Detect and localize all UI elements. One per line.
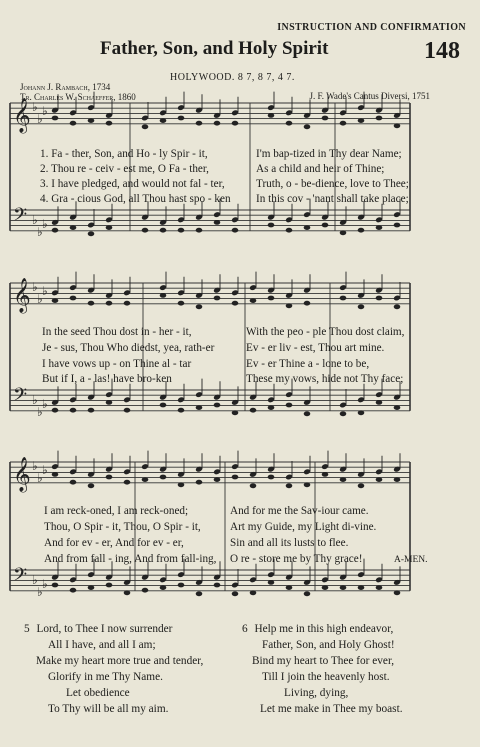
lyric-line: In this cov - 'nant shall take place; bbox=[256, 193, 409, 205]
lyric-line: I am reck-oned, I am reck-oned; bbox=[44, 505, 189, 517]
svg-text:♭: ♭ bbox=[32, 100, 38, 114]
hymn-number: 148 bbox=[424, 38, 460, 64]
lyric-line: But if I, a - las! have bro-ken bbox=[42, 373, 172, 385]
hymn-title: Father, Son, and Holy Spirit bbox=[100, 38, 329, 59]
lyric-line: 1. Fa - ther, Son, and Ho - ly Spir - it, bbox=[40, 148, 208, 160]
svg-text:♭: ♭ bbox=[37, 585, 43, 599]
author-credit: Johann J. Rambach, 1734 bbox=[20, 82, 111, 92]
stanza-line: Let obedience bbox=[66, 687, 130, 699]
lyric-line: With the peo - ple Thou dost claim, bbox=[246, 326, 405, 338]
stanza-line: Father, Son, and Holy Ghost! bbox=[262, 639, 395, 651]
lyric-line: I'm bap-tized in Thy dear Name; bbox=[256, 148, 402, 160]
stanza-line: Let me make in Thee my boast. bbox=[260, 703, 403, 715]
lyric-line: As a child and heir of Thine; bbox=[256, 163, 385, 175]
svg-text:♭: ♭ bbox=[42, 217, 48, 231]
stanza-number: 5 bbox=[24, 623, 30, 635]
lyric-line: Truth, o - be-dience, love to Thee; bbox=[256, 178, 409, 190]
svg-text:♭: ♭ bbox=[42, 104, 48, 118]
stanza-line: Lord, to Thee I now surrender bbox=[36, 623, 173, 635]
lyric-line: Ev - er liv - est, Thou art mine. bbox=[246, 342, 385, 354]
svg-text:♭: ♭ bbox=[32, 573, 38, 587]
svg-text:♭: ♭ bbox=[37, 471, 43, 485]
svg-text:♭: ♭ bbox=[37, 112, 43, 126]
lyric-line: And for ev - er, And for ev - er, bbox=[44, 537, 184, 549]
svg-text:♭: ♭ bbox=[32, 393, 38, 407]
lyric-line: Thou, O Spir - it, Thou, O Spir - it, bbox=[44, 521, 201, 533]
stanza-number: 6 bbox=[242, 623, 248, 635]
svg-text:♭: ♭ bbox=[42, 397, 48, 411]
stanza-line: Bind my heart to Thee for ever, bbox=[252, 655, 395, 667]
stanza-line: All I have, and all I am; bbox=[48, 639, 156, 651]
lyric-line: Art my Guide, my Light di-vine. bbox=[230, 521, 377, 533]
lyric-line: 3. I have pledged, and would not fal - ter, bbox=[40, 178, 225, 190]
svg-text:♭: ♭ bbox=[37, 405, 43, 419]
svg-text:𝄞: 𝄞 bbox=[13, 98, 31, 133]
stanza-line: To Thy will be all my aim. bbox=[48, 703, 169, 715]
svg-text:♭: ♭ bbox=[32, 280, 38, 294]
lyric-line: Ev - er Thine a - lone to be, bbox=[246, 358, 370, 370]
lyric-line: Sin and all its lusts to flee. bbox=[230, 537, 349, 549]
svg-text:♭: ♭ bbox=[37, 292, 43, 306]
svg-text:𝄢: 𝄢 bbox=[13, 205, 28, 230]
tune-name: HOLYWOOD. 8 7, 8 7, 4 7. bbox=[170, 72, 295, 83]
svg-text:♭: ♭ bbox=[42, 284, 48, 298]
stanza-6 bbox=[242, 621, 403, 717]
amen-label: A-MEN. bbox=[394, 555, 428, 565]
section-heading: INSTRUCTION AND CONFIRMATION bbox=[277, 22, 466, 33]
lyric-line: In the seed Thou dost in - her - it, bbox=[42, 326, 192, 338]
lyric-line: 2. Thou re - ceiv - est me, O Fa - ther, bbox=[40, 163, 209, 175]
svg-text:♭: ♭ bbox=[42, 577, 48, 591]
translator-credit: Tr. Charles W. Schaeffer, 1860 bbox=[20, 92, 136, 102]
svg-text:𝄞: 𝄞 bbox=[13, 457, 31, 492]
svg-text:𝄢: 𝄢 bbox=[13, 565, 28, 590]
stanza-line: Make my heart more true and tender, bbox=[36, 655, 204, 667]
composer-credit: J. F. Wade's Cantus Diversi, 1751 bbox=[309, 91, 430, 101]
svg-text:♭: ♭ bbox=[42, 463, 48, 477]
svg-text:♭: ♭ bbox=[32, 459, 38, 473]
svg-text:♭: ♭ bbox=[32, 213, 38, 227]
lyric-line: And for me the Sav-iour came. bbox=[230, 505, 369, 517]
lyric-line: Je - sus, Thou Who diedst, yea, rath-er bbox=[42, 342, 215, 354]
lyric-line: And from fall - ing, And from fall-ing, bbox=[44, 553, 217, 565]
stanza-line: Glorify in me Thy Name. bbox=[48, 671, 163, 683]
lyric-line: O re - store me by Thy grace! bbox=[230, 553, 363, 565]
svg-text:𝄢: 𝄢 bbox=[13, 385, 28, 410]
stanza-line: Help me in this high endeavor, bbox=[254, 623, 394, 635]
svg-text:♭: ♭ bbox=[37, 225, 43, 239]
lyric-line: 4. Gra - cious God, all Thou hast spo - ken bbox=[40, 193, 231, 205]
stanza-5 bbox=[24, 621, 203, 717]
svg-text:𝄞: 𝄞 bbox=[13, 278, 31, 313]
stanza-line: Till I join the heavenly host. bbox=[262, 671, 390, 683]
lyric-line: I have vows up - on Thine al - tar bbox=[42, 358, 192, 370]
stanza-line: Living, dying, bbox=[284, 687, 349, 699]
lyric-line: These my vows, hide not Thy face; bbox=[246, 373, 404, 385]
